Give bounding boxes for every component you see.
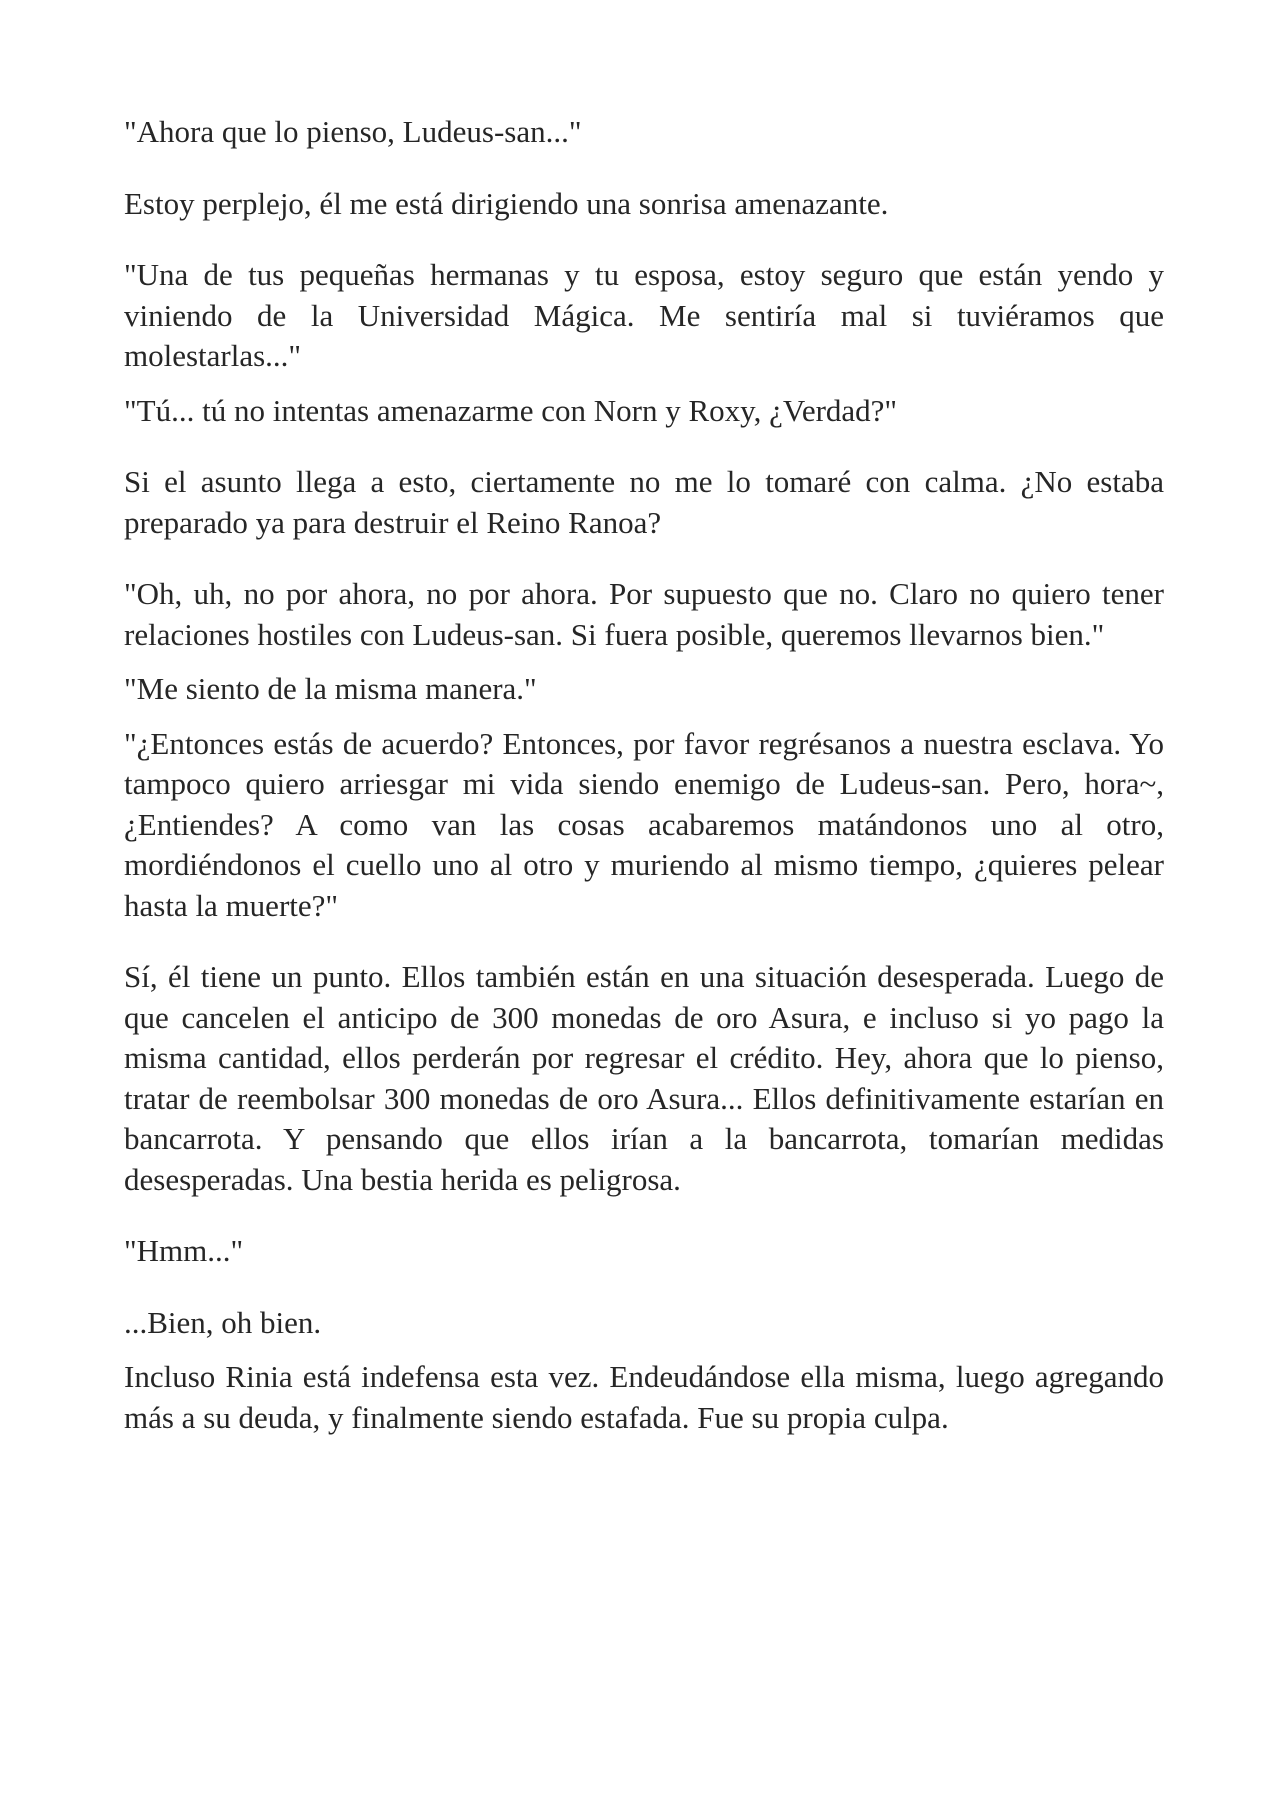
paragraph-5: Si el asunto llega a esto, ciertamente no me lo tomaré con calma. ¿No estaba preparado ya para destruir el Reino Ranoa? xyxy=(124,464,1164,540)
paragraph-9: Sí, él tiene un punto. Ellos también están en una situación desesperada. Luego de que cancelen el anticipo de 300 monedas de oro Asura, e incluso si yo pago la misma cantidad, ellos perderán por regresar el crédito. Hey, ahora que lo pienso, tratar de reembolsar 300 monedas de oro Asura... Ellos definitivamente estarían en bancarrota. Y pensando que ellos irían a la bancarrota, tomarían medidas desesperadas. Una bestia herida es peligrosa. xyxy=(124,959,1164,1197)
document-page xyxy=(124,112,1164,1438)
paragraph-1: "Ahora que lo pienso, Ludeus-san..." xyxy=(124,114,582,149)
paragraph-11: ...Bien, oh bien. xyxy=(124,1304,322,1340)
paragraph-12: Incluso Rinia está indefensa esta vez. Endeudándose ella misma, luego agregando más a su deuda, y finalmente siendo estafada. Fue su propia culpa. xyxy=(124,1359,1164,1435)
paragraph-10: "Hmm..." xyxy=(124,1233,244,1268)
paragraph-8: "¿Entonces estás de acuerdo? Entonces, por favor regrésanos a nuestra esclava. Yo tampoco quiero arriesgar mi vida siendo enemigo de Ludeus-san. Pero, hora~, ¿Entiendes? A como van las cosas acabaremos matándonos uno al otro, mordiéndonos el cuello uno al otro y muriendo al mismo tiempo, ¿quieres pelear hasta la muerte?" xyxy=(124,725,1164,923)
paragraph-4: "Tú... tú no intentas amenazarme con Norn y Roxy, ¿Verdad?" xyxy=(124,392,898,428)
paragraph-3: "Una de tus pequeñas hermanas y tu esposa, estoy seguro que están yendo y viniendo de la Universidad Mágica. Me sentiría mal si tuviéramos que molestarlas..." xyxy=(124,257,1164,373)
paragraph-6: "Oh, uh, no por ahora, no por ahora. Por supuesto que no. Claro no quiero tener relaciones hostiles con Ludeus-san. Si fuera posible, queremos llevarnos bien." xyxy=(124,576,1164,652)
paragraph-2: Estoy perplejo, él me está dirigiendo una sonrisa amenazante. xyxy=(124,185,889,221)
paragraph-7: "Me siento de la misma manera." xyxy=(124,671,537,706)
